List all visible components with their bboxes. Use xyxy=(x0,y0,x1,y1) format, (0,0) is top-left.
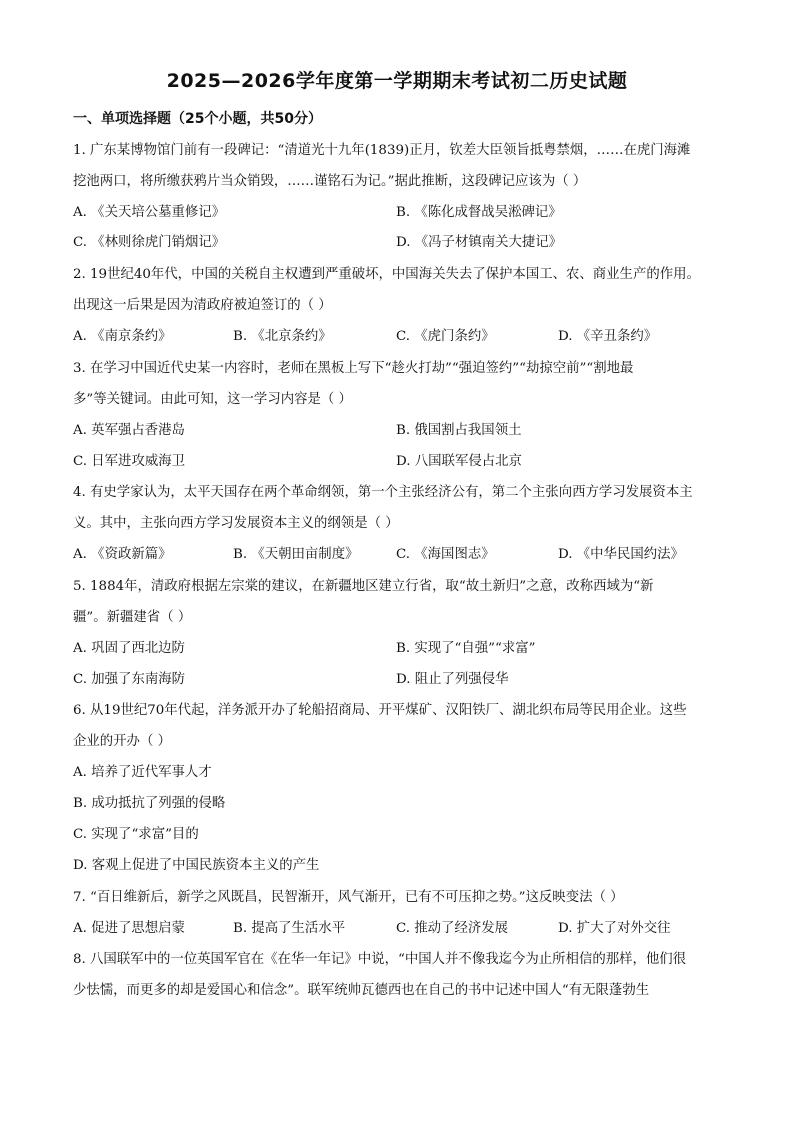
question-2-option-b: B. 《北京条约》 xyxy=(233,329,332,344)
question-5-option-c: C. 加强了东南海防 xyxy=(73,672,186,687)
question-4-option-d: D. 《中华民国约法》 xyxy=(558,547,684,562)
question-3-line-2: 多”等关键词。由此可知，这一学习内容是（ ） xyxy=(73,392,352,407)
question-1-option-c: C. 《林则徐虎门销烟记》 xyxy=(73,235,226,250)
question-7-option-b: B. 提高了生活水平 xyxy=(233,921,346,936)
question-4-line-1: 4. 有史学家认为，太平天国存在两个革命纲领，第一个主张经济公有，第二个主张向西方学习发展资本主 xyxy=(73,485,693,500)
question-5-option-a: A. 巩固了西北边防 xyxy=(73,641,185,656)
question-5-line-1: 5. 1884年，清政府根据左宗棠的建议，在新疆地区建立行省，取“故土新归”之意，改称西域为“新 xyxy=(73,579,654,594)
question-7-option-a: A. 促进了思想启蒙 xyxy=(73,921,185,936)
question-6-line-1: 6. 从19世纪70年代起，洋务派开办了轮船招商局、开平煤矿、汉阳铁厂、湖北织布局等民用企业。这些 xyxy=(73,703,687,718)
question-2-line-2: 出现这一后果是因为清政府被迫签订的（ ） xyxy=(73,298,332,313)
question-1-line-1: 1. 广东某博物馆门前有一段碑记：“清道光十九年(1839)正月，钦差大臣领旨抵粤禁烟，……在虎门海滩 xyxy=(73,143,691,158)
question-6-option-d: D. 客观上促进了中国民族资本主义的产生 xyxy=(73,858,320,873)
section-heading: 一、单项选择题（25个小题，共50分） xyxy=(73,111,322,127)
question-6-option-b: B. 成功抵抗了列强的侵略 xyxy=(73,796,226,811)
page-title: 2025—2026学年度第一学期期末考试初二历史试题 xyxy=(166,70,628,92)
question-3-line-1: 3. 在学习中国近代史某一内容时，老师在黑板上写下“趁火打劫”“强迫签约”“劫掠空前”“割地最 xyxy=(73,361,634,376)
question-3-option-c: C. 日军进攻威海卫 xyxy=(73,454,186,469)
question-8-line-1: 8. 八国联军中的一位英国军官在《在华一年记》中说，“中国人并不像我迄今为止所相信的那样，他们很 xyxy=(73,952,687,967)
question-1-line-2: 挖池两口，将所缴获鸦片当众销毁，……谨铭石为记。”据此推断，这段碑记应该为（ ） xyxy=(73,174,587,189)
question-3-option-b: B. 俄国割占我国领土 xyxy=(396,423,522,438)
question-7-option-c: C. 推动了经济发展 xyxy=(396,921,509,936)
question-2-line-1: 2. 19世纪40年代，中国的关税自主权遭到严重破坏，中国海关失去了保护本国工、农、商业生产的作用。 xyxy=(73,267,700,282)
question-4-option-b: B. 《天朝田亩制度》 xyxy=(233,547,359,562)
question-6-option-c: C. 实现了“求富”目的 xyxy=(73,827,199,842)
question-1-option-b: B. 《陈化成督战吴淞碑记》 xyxy=(396,205,562,220)
question-3-option-d: D. 八国联军侵占北京 xyxy=(396,454,522,469)
question-8-line-2: 少怯懦，而更多的却是爱国心和信念”。联军统帅瓦德西也在自己的书中记述中国人“有无限蓬勃生 xyxy=(73,983,650,998)
question-1-option-a: A. 《关天培公墓重修记》 xyxy=(73,205,226,220)
question-4-line-2: 义。其中，主张向西方学习发展资本主义的纲领是（ ） xyxy=(73,516,399,531)
question-2-option-d: D. 《辛丑条约》 xyxy=(558,329,658,344)
question-5-option-b: B. 实现了“自强”“求富” xyxy=(396,641,536,656)
question-7-line-1: 7. “百日维新后，新学之风既昌，民智渐开，风气渐开，已有不可压抑之势。”这反映变法（ ） xyxy=(73,890,624,905)
question-6-option-a: A. 培养了近代军事人才 xyxy=(73,765,212,780)
question-1-option-d: D. 《冯子材镇南关大捷记》 xyxy=(396,235,563,250)
question-3-option-a: A. 英军强占香港岛 xyxy=(73,423,185,438)
question-5-option-d: D. 阻止了列强侵华 xyxy=(396,672,509,687)
question-5-line-2: 疆”。新疆建省（ ） xyxy=(73,610,192,625)
question-4-option-c: C. 《海国图志》 xyxy=(396,547,495,562)
question-2-option-c: C. 《虎门条约》 xyxy=(396,329,495,344)
question-6-line-2: 企业的开办（ ） xyxy=(73,734,171,749)
question-7-option-d: D. 扩大了对外交往 xyxy=(558,921,671,936)
question-2-option-a: A. 《南京条约》 xyxy=(73,329,172,344)
question-4-option-a: A. 《资政新篇》 xyxy=(73,547,172,562)
